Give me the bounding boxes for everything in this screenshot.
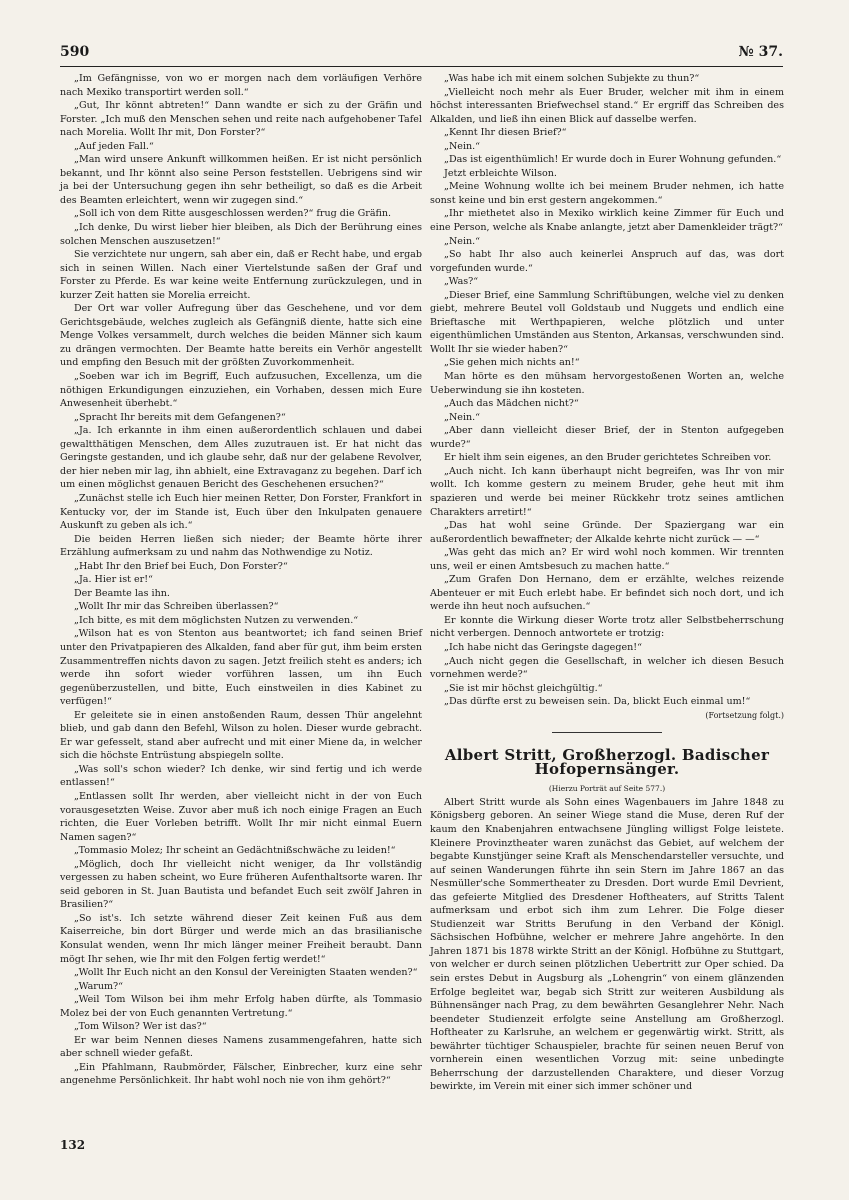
paragraph: „Weil Tom Wilson bei ihm mehr Erfolg haben dürfte, als Tommasio Molez bei der von Euch genannten Vertretung.“: [60, 994, 422, 1019]
article-subtitle: (Hierzu Porträt auf Seite 577.): [548, 784, 666, 794]
right-column: [430, 72, 784, 1094]
section-divider: [552, 732, 662, 733]
paragraph: „Auch das Mädchen nicht?“: [444, 398, 579, 410]
paragraph: Der Beamte las ihn.: [74, 587, 170, 599]
paragraph: „Nein.“: [444, 235, 481, 247]
paragraph: „Wollt Ihr mir das Schreiben überlassen?“: [74, 601, 279, 613]
paragraph: „Man wird unsere Ankunft willkommen heißen. Er ist nicht persönlich bekannt, und Ihr könnt also seine Person feststellen. Uebrigens sind wir ja bei der Untersuchung gegen ihn sehr betheiligt, so daß es die Arbeit des Beamten erleichtert, wenn wir zugegen sind.“: [60, 154, 422, 206]
paragraph: „Wilson hat es von Stenton aus beantwortet; ich fand seinen Brief unter den Privatpapieren des Alkalden, fand aber für gut, ihm beim ersten Zusammentreffen nichts davon zu sagen. Jetzt freilich steht es anders; ich werde ihn sofort wieder vorführen lassen, um ihn Euch gegenüberzustellen, und bitte, Euch einstweilen in dies Kabinet zu verfügen!“: [60, 628, 422, 708]
paragraph: „Im Gefängnisse, von wo er morgen nach dem vorläufigen Verhöre nach Mexiko transportirt werden soll.“: [60, 73, 422, 98]
paragraph: „Ich habe nicht das Geringste dagegen!“: [444, 641, 642, 653]
paragraph: „Soeben war ich im Begriff, Euch aufzusuchen, Excellenza, um die nöthigen Erkundigungen einzuziehen, ein Vorhaben, dessen mich Eure Anwesenheit überhebt.“: [60, 371, 422, 410]
paragraph: „Tom Wilson? Wer ist das?“: [74, 1021, 207, 1033]
page-footer-mark: 132: [60, 1138, 86, 1152]
paragraph: „Ein Pfahlmann, Raubmörder, Fälscher, Einbrecher, kurz eine sehr angenehme Persönlichkeit. Ihr habt wohl noch nie von ihm gehört?“: [60, 1061, 422, 1087]
paragraph: „Vielleicht noch mehr als Euer Bruder, welcher mit ihm in einem höchst interessanten Briefwechsel stand.“ Er ergriff das Schreiben des Alkalden, und ließ ihn einen Blick auf dasselbe werfen.: [430, 86, 784, 125]
continuation-note: (Fortsetzung folgt.): [705, 710, 784, 720]
paragraph: „Habt Ihr den Brief bei Euch, Don Forster?“: [74, 560, 288, 572]
paragraph: Jetzt erbleichte Wilson.: [444, 167, 557, 179]
paragraph: Er hielt ihm sein eigenes, an den Bruder gerichtetes Schreiben vor.: [444, 452, 772, 464]
article-title: Albert Stritt, Großherzogl. Badischer Hofopernsänger.: [444, 746, 770, 778]
paragraph: „Auch nicht gegen die Gesellschaft, in welcher ich diesen Besuch vornehmen werde?“: [430, 655, 784, 681]
page-header: [60, 44, 783, 64]
paragraph: „Entlassen sollt Ihr werden, aber vielleicht nicht in der von Euch vorausgesetzten Weise. Zuvor aber muß ich noch einige Fragen an Euch richten, die Euer Vorleben betrifft. Wollt Ihr mir nicht einmal Euern Namen sagen?“: [60, 790, 422, 843]
paragraph: „Ihr miethetet also in Mexiko wirklich keine Zimmer für Euch und eine Person, welche als Knabe anlangte, jetzt aber Damenkleider trägt?“: [430, 208, 784, 234]
paragraph: „Tommasio Molez; Ihr scheint an Gedächtnißschwäche zu leiden!“: [74, 845, 396, 857]
paragraph: Er war beim Nennen dieses Namens zusammengefahren, hatte sich aber schnell wieder gefaßt.: [60, 1034, 422, 1060]
paragraph: „Was habe ich mit einem solchen Subjekte zu thun?“: [444, 73, 700, 84]
paragraph: „Meine Wohnung wollte ich bei meinem Bruder nehmen, ich hatte sonst keine und bin erst gestern angekommen.“: [430, 181, 784, 206]
paragraph: „Was geht das mich an? Er wird wohl noch kommen. Wir trennten uns, weil er einen Amtsbesuch zu machen hatte.“: [430, 547, 784, 572]
paragraph: „Zum Grafen Don Hernano, dem er erzählte, welches reizende Abenteuer er mit Euch erlebt habe. Er befindet sich noch dort, und ich werde ihn heut noch aufsuchen.“: [430, 574, 784, 613]
paragraph: Man hörte es den mühsam hervorgestoßenen Worten an, welche Ueberwindung sie ihn kosteten.: [430, 371, 784, 396]
paragraph: „Nein.“: [444, 411, 481, 423]
paragraph: „Warum?“: [74, 980, 124, 992]
page-number: 590: [60, 44, 90, 60]
paragraph: Sie verzichtete nur ungern, sah aber ein, daß er Recht habe, und ergab sich in seinen Willen. Nach einer Viertelstunde saßen der Graf und Forster zu Pferde. Es war keine weite Entfernung zurückzulegen, und in kurzer Zeit hatten sie Morelia erreicht.: [60, 249, 422, 301]
paragraph: „Das ist eigenthümlich! Er wurde doch in Eurer Wohnung gefunden.“: [444, 154, 782, 166]
paragraph: „Möglich, doch Ihr vielleicht nicht weniger, da Ihr vollständig vergessen zu haben scheint, wo Eure früheren Aufenthaltsorte waren. Ihr seid geboren in St. Juan Bautista und befandet Euch seit zwölf Jahren in Brasilien?“: [60, 858, 422, 911]
paragraph: „Das hat wohl seine Gründe. Der Spaziergang war ein außerordentlich bewaffneter; der Alkalde kehrte nicht zurück — —“: [430, 520, 784, 545]
paragraph: „Wollt Ihr Euch nicht an den Konsul der Vereinigten Staaten wenden?“: [74, 967, 418, 979]
paragraph: „Auf jeden Fall.“: [74, 140, 154, 152]
paragraph: „Dieser Brief, eine Sammlung Schriftübungen, welche viel zu denken giebt, mehrere Beutel voll Goldstaub und Nuggets und endlich eine Brieftasche mit Werthpapieren, welche plötzlich und unter eigenthümlichen Umständen aus Stenton, Arkansas, verschwunden sind. Wollt Ihr sie wieder haben?“: [430, 289, 784, 355]
article-body: Albert Stritt wurde als Sohn eines Wagenbauers im Jahre 1848 zu Königsberg geboren. An seiner Wiege stand die Muse, deren Ruf der kaum den Knabenjahren entwachsene Jüngling willigst Folge leistete. Kleinere Provinztheater waren zunächst das Gebiet, auf welchem der begabte Kunstjünger seine Kraft als Menschendarsteller versuchte, und auf seinen Wanderungen führte ihn sein Stern im Jahre 1867 an das Nesmüller'sche Sommertheater zu Dresden. Dort wurde Emil Devrient, das gefeierte Mitglied des Dresdener Hoftheaters, auf Stritts Talent aufmerksam und erbot sich ihm zum Lehrer. Die Folge dieser Studienzeit war Stritts Berufung in den Verband der Königl. Sächsischen Hofbühne, welcher er mehrere Jahre angehörte. In den Jahren 1871 bis 1878 wirkte Stritt an der Königl. Hofbühne zu Stuttgart, von welcher er durch seinen plötzlichen Uebertritt zur Oper schied. Da sein erstes Debut in Augsburg als „Lohengrin“ von einem glänzenden Erfolge begleitet war, begab sich Stritt zur weiteren Ausbildung als Bühnensänger nach Prag, zu dem bewährten Gesanglehrer Nehr. Nach beendeter Studienzeit erfolgte seine Anstellung am Großherzogl. Hoftheater zu Karlsruhe, an welchem er gegenwärtig wirkt. Stritt, als bewährter tüchtiger Schauspieler, brachte für seinen neuen Beruf von vornherein einen wesentlichen Vorzug mit: seine unbedingte Beherrschung der darzustellenden Charaktere, und dieser Vorzug bewirkte, im Verein mit einer sich immer schöner und: [430, 796, 784, 1093]
paragraph: „Was soll's schon wieder? Ich denke, wir sind fertig und ich werde entlassen!“: [60, 763, 422, 789]
paragraph: „Was?“: [444, 276, 479, 288]
paragraph: „Zunächst stelle ich Euch hier meinen Retter, Don Forster, Frankfort in Kentucky vor, der im Stande ist, Euch über den Inkulpaten genauere Auskunft zu geben als ich.“: [60, 492, 422, 532]
left-column: [60, 72, 422, 1088]
paragraph: Er geleitete sie in einen anstoßenden Raum, dessen Thür angelehnt blieb, und gab dann den Befehl, Wilson zu holen. Dieser wurde gebracht. Er war gefesselt, stand aber aufrecht und mit einer Miene da, in welcher sich die höchste Entrüstung abspiegeln sollte.: [60, 709, 422, 762]
paragraph: „Ja. Hier ist er!“: [74, 574, 153, 586]
paragraph: „Gut, Ihr könnt abtreten!“ Dann wandte er sich zu der Gräfin und Forster. „Ich muß den Menschen sehen und reite nach aufgehobener Tafel nach Morelia. Wollt Ihr mit, Don Forster?“: [60, 100, 422, 139]
paragraph: Der Ort war voller Aufregung über das Geschehene, und vor dem Gerichtsgebäude, welches zugleich als Gefängniß diente, hatte sich eine Menge Volkes versammelt, durch welches die beiden Männer sich kaum zu drängen vermochten. Der Beamte hatte bereits ein Verhör angestellt und empfing den Besuch mit der größten Zuvorkommenheit.: [60, 303, 422, 369]
paragraph: Er konnte die Wirkung dieser Worte trotz aller Selbstbeherrschung nicht verbergen. Dennoch antwortete er trotzig:: [430, 614, 784, 640]
paragraph: „Sie ist mir höchst gleichgültig.“: [444, 682, 603, 694]
story-continuation: [430, 72, 784, 709]
paragraph: „Sie gehen mich nichts an!“: [444, 357, 580, 369]
paragraph: „Ja. Ich erkannte in ihm einen außerordentlich schlauen und dabei gewaltthätigen Menschen, dem Alles zuzutrauen ist. Er hat nicht das Geringste gestanden, und ich glaube sehr, daß nur der gelabene Revolver, der hier neben mir lag, ihn abhielt, eine Extravaganz zu begehen. Darf ich um einen möglichst genauen Bericht des Geschehenen ersuchen?“: [60, 425, 422, 491]
paragraph: „Ich bitte, es mit dem möglichsten Nutzen zu verwenden.“: [74, 614, 359, 626]
paragraph: Die beiden Herren ließen sich nieder; der Beamte hörte ihrer Erzählung aufmerksam zu und nahm das Nothwendige zu Notiz.: [60, 533, 422, 559]
issue-number: № 37.: [738, 44, 783, 60]
header-rule: [60, 66, 783, 67]
paragraph: „Das dürfte erst zu beweisen sein. Da, blickt Euch einmal um!“: [444, 696, 751, 708]
paragraph: „Kennt Ihr diesen Brief?“: [444, 127, 567, 139]
paragraph: „Nein.“: [444, 140, 481, 152]
paragraph: „Soll ich von dem Ritte ausgeschlossen werden?“ frug die Gräfin.: [74, 208, 392, 220]
paragraph: „So ist's. Ich setzte während dieser Zeit keinen Fuß aus dem Kaiserreiche, bin dort Bürger und werde mich an das brasilianische Konsulat wenden, wenn Ihr mich länger meiner Freiheit beraubt. Dann mögt Ihr sehen, wie Ihr mit den Folgen fertig werdet!“: [60, 912, 422, 965]
paragraph: „So habt Ihr also auch keinerlei Anspruch auf das, was dort vorgefunden wurde.“: [430, 249, 784, 274]
paragraph: „Spracht Ihr bereits mit dem Gefangenen?“: [74, 411, 286, 423]
paragraph: „Aber dann vielleicht dieser Brief, der in Stenton aufgegeben wurde?“: [430, 425, 784, 450]
paragraph: „Ich denke, Du wirst lieber hier bleiben, als Dich der Berührung eines solchen Menschen auszusetzen!“: [60, 222, 422, 247]
paragraph: „Auch nicht. Ich kann überhaupt nicht begreifen, was Ihr von mir wollt. Ich komme gestern zu meinem Bruder, gehe heut mit ihm spazieren und werde bei meiner Rückkehr trotz seines amtlichen Charakters arretirt!“: [430, 465, 784, 518]
